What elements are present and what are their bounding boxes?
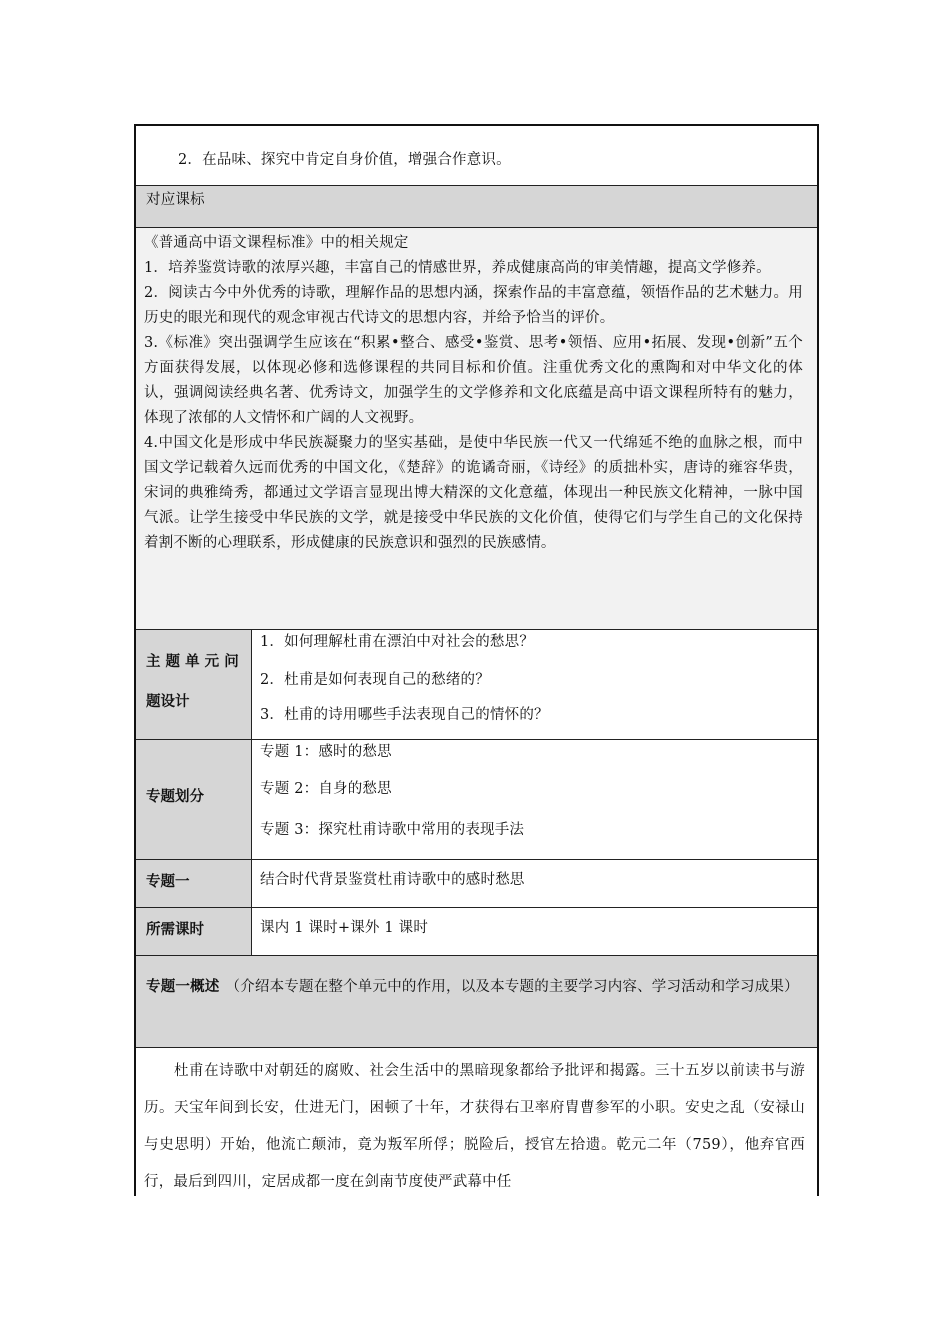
hours-value: 课内 1 课时+课外 1 课时	[260, 920, 429, 936]
topic-one-value-cell	[252, 860, 817, 907]
questions-value-cell	[252, 630, 817, 739]
standards-item-2: 2．阅读古今中外优秀的诗歌，理解作品的思想内涵，探索作品的丰富意蕴，领悟作品的艺术魅力。用历史的眼光和现代的观念审视古代诗文的思想内容，并给予恰当的评价。	[144, 285, 803, 326]
topic-item-3: 专题 3：探究杜甫诗歌中常用的表现手法	[260, 822, 525, 838]
questions-row	[136, 630, 817, 740]
overview-body-row	[136, 1048, 817, 1196]
question-item-1: 1．如何理解杜甫在漂泊中对社会的愁思？	[260, 634, 535, 650]
standards-header-row	[136, 186, 817, 228]
standards-item-4: 4.中国文化是形成中华民族凝聚力的坚实基础，是使中华民族一代又一代绵延不绝的血脉之根，而中国文学记载着久远而优秀的中国文化，《楚辞》的诡谲奇丽，《诗经》的质拙朴实，唐诗的雍容华贵，宋词的典雅绮秀，都通过文学语言显现出博大精深的文化意蕴，体现出一种民族文化精神，一脉中国气派。让学生接受中华民族的文学，就是接受中华民族的文化价值，使得它们与学生自己的文化保持着割不断的心理联系，形成健康的民族意识和强烈的民族感情。	[144, 435, 803, 551]
question-item-3: 3．杜甫的诗用哪些手法表现自己的情怀的？	[260, 707, 549, 723]
hours-row	[136, 908, 817, 956]
hours-label-cell	[136, 908, 252, 955]
topic-item-1: 专题 1：感时的愁思	[260, 744, 392, 760]
questions-label-cell	[136, 630, 252, 739]
overview-body: 杜甫在诗歌中对朝廷的腐败、社会生活中的黑暗现象都给予批评和揭露。三十五岁以前读书与游历。天宝年间到长安，仕进无门，困顿了十年，才获得右卫率府胄曹参军的小职。安史之乱（安禄山与史思明）开始，他流亡颠沛，竟为叛军所俘；脱险后，授官左拾遗。乾元二年（759），他弃官西行，最后到四川，定居成都一度在剑南节度使严武幕中任	[144, 1063, 805, 1190]
topic-one-label: 专题一	[146, 874, 190, 890]
topic-item-2: 专题 2：自身的愁思	[260, 781, 392, 797]
standards-intro: 《普通高中语文课程标准》中的相关规定	[144, 235, 409, 251]
standards-content-row	[136, 228, 817, 630]
topic-one-row	[136, 860, 817, 908]
standards-item-1: 1．培养鉴赏诗歌的浓厚兴趣，丰富自己的情感世界，养成健康高尚的审美情趣，提高文学修养。	[144, 260, 771, 276]
question-item-2: 2．杜甫是如何表现自己的愁绪的？	[260, 672, 490, 688]
topics-label-cell	[136, 740, 252, 859]
overview-desc: （介绍本专题在整个单元中的作用，以及本专题的主要学习内容、学习活动和学习成果）	[225, 979, 799, 995]
goals-row	[136, 126, 817, 186]
overview-header-row	[136, 956, 817, 1048]
topics-label: 专题划分	[146, 789, 204, 805]
topics-value-cell	[252, 740, 817, 859]
overview-header	[146, 964, 809, 1011]
hours-value-cell	[252, 908, 817, 955]
overview-label: 专题一概述	[146, 979, 220, 995]
goal-item-2: 2．在品味、探究中肯定自身价值，增强合作意识。	[178, 152, 511, 168]
standards-item-3: 3.《标准》突出强调学生应该在“积累•整合、感受•鉴赏、思考•领悟、应用•拓展、发现•创新”五个方面获得发展，以体现必修和选修课程的共同目标和价值。注重优秀文化的熏陶和对中华文化的体认，强调阅读经典名著、优秀诗文，加强学生的文学修养和文化底蕴是高中语文课程所特有的魅力，体现了浓郁的人文情怀和广阔的人文视野。	[144, 335, 803, 426]
questions-label-line-2: 题设计	[146, 694, 190, 710]
topics-row	[136, 740, 817, 860]
lesson-plan-table	[134, 124, 819, 1196]
topic-one-label-cell	[136, 860, 252, 907]
questions-label-line-1: 主 题 单 元 问	[146, 654, 239, 670]
hours-label: 所需课时	[146, 922, 204, 938]
topic-one-value: 结合时代背景鉴赏杜甫诗歌中的感时愁思	[260, 872, 525, 888]
standards-header: 对应课标	[146, 192, 205, 208]
